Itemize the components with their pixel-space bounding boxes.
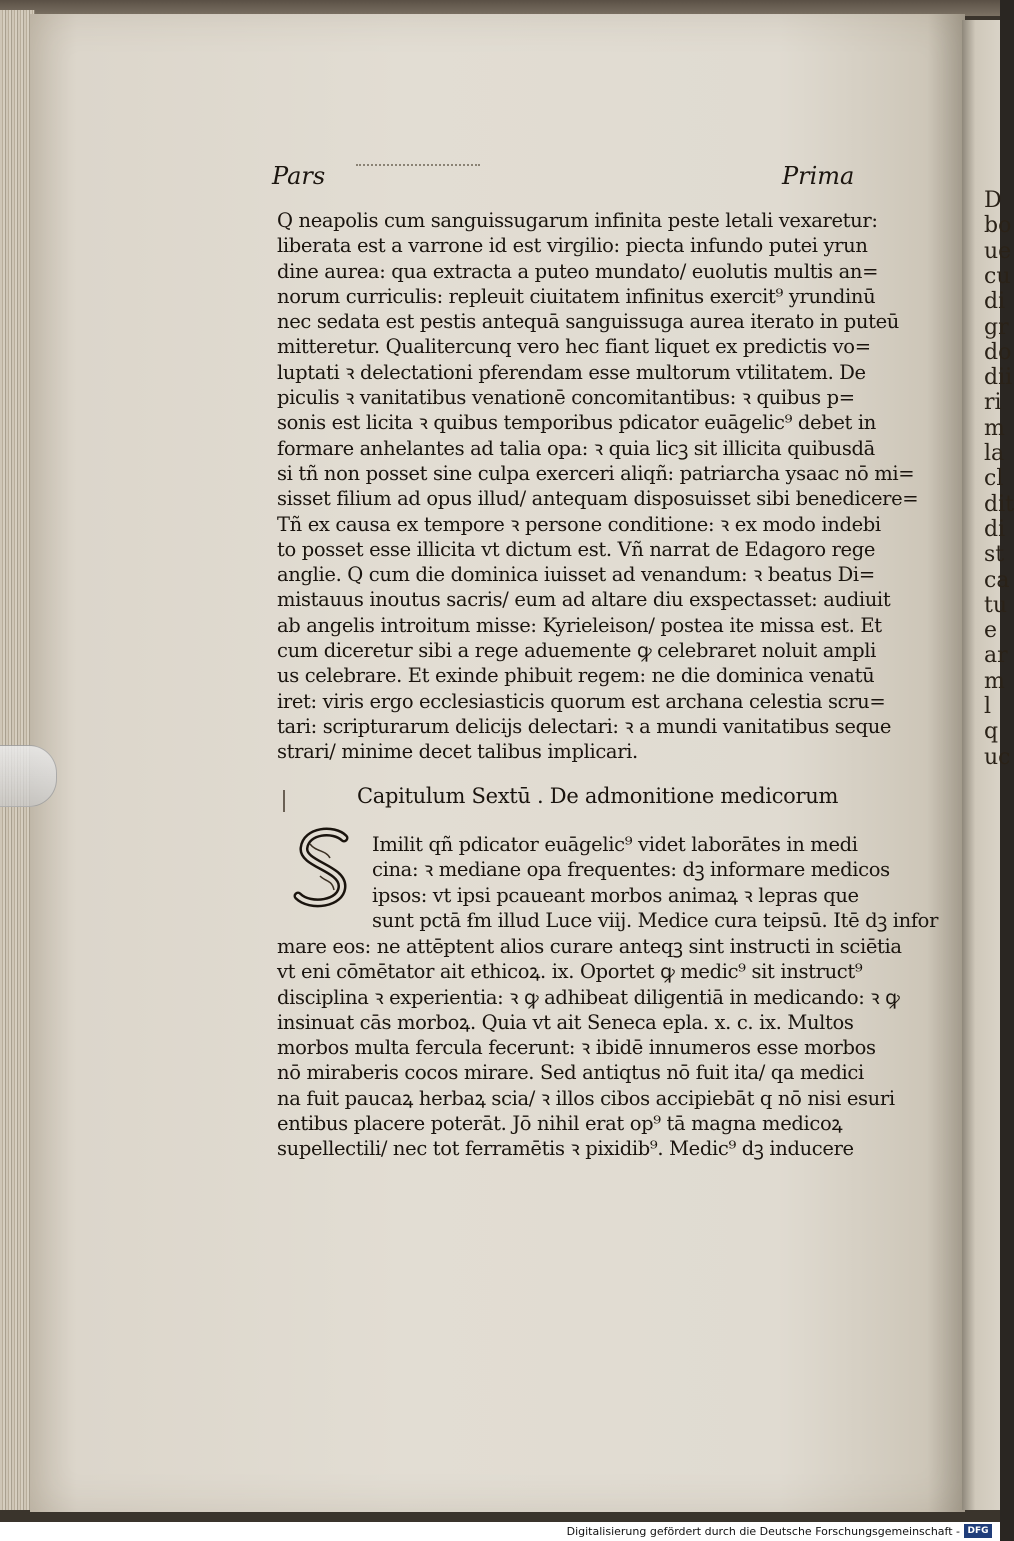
- facing-page-fragment: do: [984, 339, 1012, 365]
- text-line: liberata est a varrone id est virgilio: piecta infundo putei yrun: [277, 234, 868, 258]
- running-head-ornament: [356, 164, 480, 166]
- facing-page-fragment: l: [984, 694, 992, 719]
- facing-page-fragment: uc: [984, 744, 1011, 770]
- decorated-initial-s: [286, 824, 366, 912]
- initial-letter-label: S: [322, 874, 330, 885]
- facing-page-fragment: ue: [984, 238, 1012, 264]
- text-line: mistauus inoutus sacris/ eum ad altare diu exspectasset: audiuit: [277, 588, 891, 612]
- text-line: cina: ꝛ mediane opa frequentes: dꝫ informare medicos: [372, 858, 890, 882]
- facing-page-fragment: ar: [984, 643, 1008, 669]
- facing-page-fragment: st: [984, 542, 1005, 568]
- text-line: piculis ꝛ vanitatibus venationē concomitantibus: ꝛ quibus p=: [277, 386, 855, 410]
- text-line: Imilit qñ pdicator euāgelic⁹ videt laborātes in medi: [372, 833, 858, 856]
- facing-page-fragment: cu: [984, 263, 1011, 289]
- facing-page-fragment: m: [984, 415, 1005, 441]
- facing-page-fragment: cl: [984, 466, 1004, 492]
- funding-credit: Digitalisierung gefördert durch die Deutsche Forschungsgemeinschaft -: [566, 1525, 960, 1538]
- text-line: morbos multa fercula fecerunt: ꝛ ibidē innumeros esse morbos: [277, 1036, 876, 1060]
- text-line: mare eos: ne attēptent alios curare anteqꝫ sint instructi in sciētia: [277, 935, 902, 958]
- text-line: dine aurea: qua extracta a puteo mundato/ euolutis multis an=: [277, 259, 879, 283]
- facing-page-fragment: D: [984, 188, 1002, 213]
- passage-one: [277, 208, 919, 765]
- chapter-heading: Capitulum Sextū . De admonitione medicorum: [357, 784, 839, 808]
- facing-page-fragment: la: [984, 441, 1005, 466]
- text-line: to posset esse illicita vt dictum est. Vñ narrat de Edagoro rege: [277, 537, 876, 561]
- facing-page-fragment: gr: [984, 314, 1009, 340]
- facing-page-fragment: q: [984, 719, 999, 745]
- text-line: nō miraberis cocos mirare. Sed antiqtus nō fuit ita/ qa medici: [277, 1061, 864, 1085]
- text-line: disciplina ꝛ experientia: ꝛ ꝙ adhibeat diligentiā in medicando: ꝛ ꝙ: [277, 985, 900, 1009]
- text-line: cum diceretur sibi a rege aduemente ꝙ celebraret noluit ampli: [277, 639, 877, 663]
- facing-page-fragment: ca: [984, 567, 1010, 593]
- passage-two-opening: [372, 832, 939, 933]
- text-line: Q neapolis cum sanguissugarum infinita peste letali vexaretur:: [277, 209, 878, 232]
- passage-two: [277, 934, 902, 1162]
- facing-page-fragment: m: [984, 668, 1005, 694]
- text-line: strari/ minime decet talibus implicari.: [277, 740, 638, 764]
- text-line: formare anhelantes ad talia opa: ꝛ quia licꝫ sit illicita quibusdā: [277, 436, 875, 460]
- text-line: insinuat cās morboꝝ. Quia vt ait Seneca epla. x. c. ix. Multos: [277, 1010, 854, 1034]
- text-line: ab angelis introitum misse: Kyrieleison/ postea ite missa est. Et: [277, 613, 882, 637]
- text-line: supellectili/ nec tot ferramētis ꝛ pixidib⁹. Medic⁹ dꝫ inducere: [277, 1137, 854, 1161]
- text-line: ipsos: vt ipsi pcaueant morbos animaꝝ ꝛ lepras que: [372, 883, 859, 907]
- text-line: iret: viris ergo ecclesiasticis quorum est archana celestia scru=: [277, 689, 886, 713]
- dfg-logo: DFG: [964, 1524, 992, 1538]
- text-line: na fuit paucaꝝ herbaꝝ scia/ ꝛ illos cibos accipiebāt q nō nisi esuri: [277, 1086, 895, 1110]
- text-line: Tñ ex causa ex tempore ꝛ persone conditione: ꝛ ex modo indebi: [277, 512, 881, 536]
- text-line: us celebrare. Et exinde phibuit regem: ne die dominica venatū: [277, 664, 875, 688]
- facing-page-fragment: di: [984, 516, 1006, 542]
- text-line: nec sedata est pestis antequā sanguissuga aurea iterato in puteū: [277, 310, 899, 334]
- text-line: mitteretur. Qualitercunq vero hec fiant liquet ex predictis vo=: [277, 335, 871, 359]
- facing-page-fragment: tu: [984, 592, 1008, 618]
- text-line: sisset filium ad opus illud/ antequam disposuisset sibi benedicere=: [277, 487, 919, 511]
- facing-page-fragment: e: [984, 618, 998, 644]
- text-line: sunt pctā ẜm illud Luce viij. Medice cura teipsū. Itē dꝫ infor: [372, 908, 939, 932]
- text-line: sonis est licita ꝛ quibus temporibus pdicator euāgelic⁹ debet in: [277, 411, 876, 435]
- text-line: anglie. Q cum die dominica iuisset ad venandum: ꝛ beatus Di=: [277, 563, 875, 587]
- facing-page-fragment: di: [984, 289, 1006, 315]
- bookmark-tab: [0, 745, 57, 807]
- running-head-right: Prima: [782, 162, 855, 190]
- text-line: si tñ non posset sine culpa exerceri aliqñ: patriarcha ysaac nō mi=: [277, 461, 915, 485]
- margin-mark: [283, 790, 291, 812]
- text-line: entibus placere poterāt. Jō nihil erat op⁹ tā magna medicoꝝ: [277, 1112, 843, 1136]
- text-line: tari: scripturarum delicijs delectari: ꝛ a mundi vanitatibus seque: [277, 714, 892, 738]
- text-line: norum curriculis: repleuit ciuitatem infinitus exercit⁹ yrundinū: [277, 284, 876, 308]
- text-line: luptati ꝛ delectationi pferendam esse multorum vtilitatem. De: [277, 360, 866, 384]
- facing-page-edge: [962, 20, 1014, 1510]
- facing-page-fragment: ri: [984, 390, 1002, 416]
- facing-page-fragment: dii: [984, 365, 1013, 391]
- facing-page-fragment: bo: [984, 213, 1012, 239]
- running-head-left: Pars: [272, 162, 326, 190]
- facing-page-fragment: dit: [984, 491, 1014, 517]
- text-line: vt eni cōmētator ait ethicoꝝ. ix. Oportet ꝙ medic⁹ sit instruct⁹: [277, 960, 863, 984]
